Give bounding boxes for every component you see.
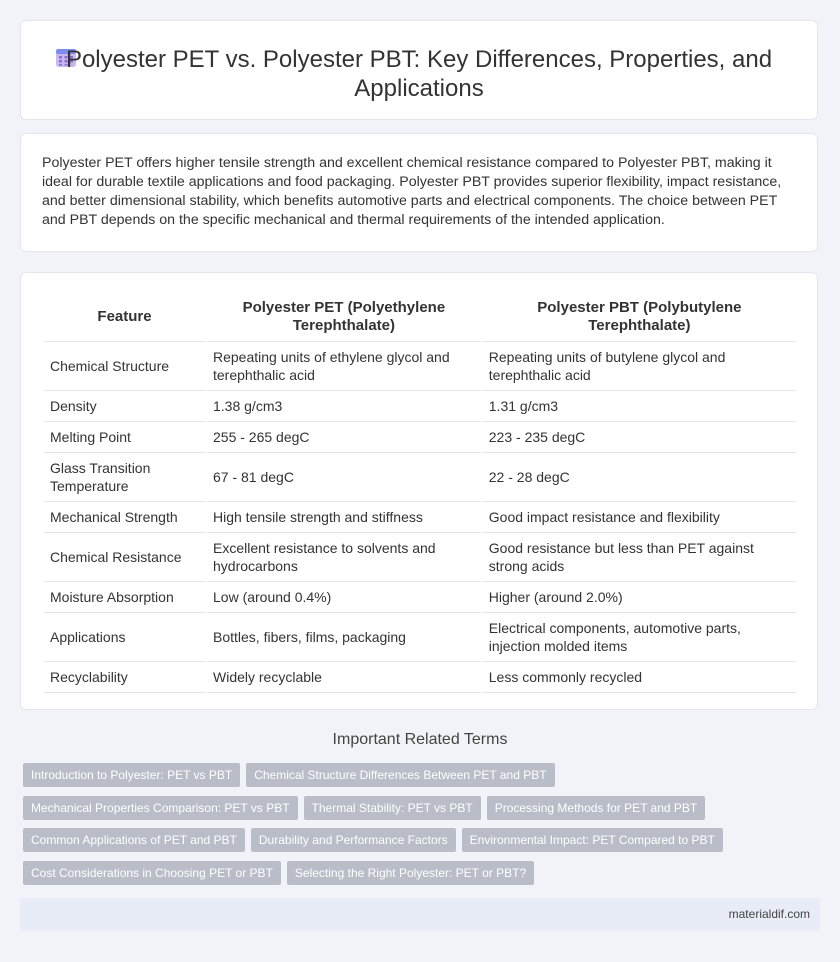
header-pet: Polyester PET (Polyethylene Terephthalate) [207, 293, 481, 342]
related-term-link[interactable]: Processing Methods for PET and PBT [487, 796, 706, 820]
related-term-link[interactable]: Cost Considerations in Choosing PET or PBT [23, 861, 281, 885]
related-terms-list [23, 763, 823, 893]
table-row [44, 502, 796, 533]
pet-cell: Repeating units of ethylene glycol and terephthalic acid [207, 342, 481, 391]
related-term-link[interactable]: Thermal Stability: PET vs PBT [304, 796, 481, 820]
feature-cell: Moisture Absorption [44, 582, 205, 613]
pet-cell: High tensile strength and stiffness [207, 502, 481, 533]
pbt-cell: 22 - 28 degC [483, 453, 796, 502]
pet-cell: 67 - 81 degC [207, 453, 481, 502]
table-row [44, 342, 796, 391]
table-row [44, 613, 796, 662]
pbt-cell: Repeating units of butylene glycol and terephthalic acid [483, 342, 796, 391]
feature-cell: Melting Point [44, 422, 205, 453]
header-card [20, 20, 818, 120]
feature-cell: Chemical Resistance [44, 533, 205, 582]
feature-cell: Chemical Structure [44, 342, 205, 391]
feature-cell: Density [44, 391, 205, 422]
pet-cell: Low (around 0.4%) [207, 582, 481, 613]
comparison-table-card [20, 272, 818, 710]
table-row [44, 391, 796, 422]
feature-cell: Glass Transition Temperature [44, 453, 205, 502]
table-row [44, 422, 796, 453]
related-term-link[interactable]: Mechanical Properties Comparison: PET vs PBT [23, 796, 298, 820]
feature-cell: Recyclability [44, 662, 205, 693]
related-term-link[interactable]: Introduction to Polyester: PET vs PBT [23, 763, 240, 787]
header-feature: Feature [44, 293, 205, 342]
related-term-link[interactable]: Selecting the Right Polyester: PET or PBT? [287, 861, 534, 885]
pbt-cell: 223 - 235 degC [483, 422, 796, 453]
pbt-cell: Good impact resistance and flexibility [483, 502, 796, 533]
pbt-cell: Good resistance but less than PET against strong acids [483, 533, 796, 582]
related-term-link[interactable]: Chemical Structure Differences Between PET and PBT [246, 763, 554, 787]
pbt-cell: Electrical components, automotive parts, injection molded items [483, 613, 796, 662]
comparison-table [42, 293, 798, 693]
related-term-link[interactable]: Environmental Impact: PET Compared to PBT [462, 828, 723, 852]
pet-cell: Excellent resistance to solvents and hydrocarbons [207, 533, 481, 582]
footer-bar [20, 898, 820, 931]
related-term-link[interactable]: Durability and Performance Factors [251, 828, 456, 852]
header-pbt: Polyester PBT (Polybutylene Terephthalate) [483, 293, 796, 342]
related-term-link[interactable]: Common Applications of PET and PBT [23, 828, 245, 852]
table-row [44, 453, 796, 502]
footer-site-link[interactable]: materialdif.com [728, 907, 810, 921]
table-header-row [44, 293, 796, 342]
feature-cell: Applications [44, 613, 205, 662]
intro-paragraph: Polyester PET offers higher tensile strength and excellent chemical resistance compared to Polyester PBT, making it ideal for durable textile applications and food packaging. Polyester PBT provides superior flexibility, impact resistance, and better dimensional stability, which benefits automotive parts and electrical components. The choice between PET and PBT depends on the specific mechanical and thermal requirements of the intended application. [42, 155, 782, 228]
pbt-cell: 1.31 g/cm3 [483, 391, 796, 422]
table-row [44, 533, 796, 582]
intro-card [20, 133, 818, 252]
page-title: Polyester PET vs. Polyester PBT: Key Differences, Properties, and Applications [65, 46, 773, 102]
table-row [44, 662, 796, 693]
pet-cell: 255 - 265 degC [207, 422, 481, 453]
feature-cell: Mechanical Strength [44, 502, 205, 533]
table-row [44, 582, 796, 613]
related-terms-heading: Important Related Terms [332, 731, 508, 748]
pet-cell: Widely recyclable [207, 662, 481, 693]
pbt-cell: Higher (around 2.0%) [483, 582, 796, 613]
pet-cell: Bottles, fibers, films, packaging [207, 613, 481, 662]
pbt-cell: Less commonly recycled [483, 662, 796, 693]
pet-cell: 1.38 g/cm3 [207, 391, 481, 422]
